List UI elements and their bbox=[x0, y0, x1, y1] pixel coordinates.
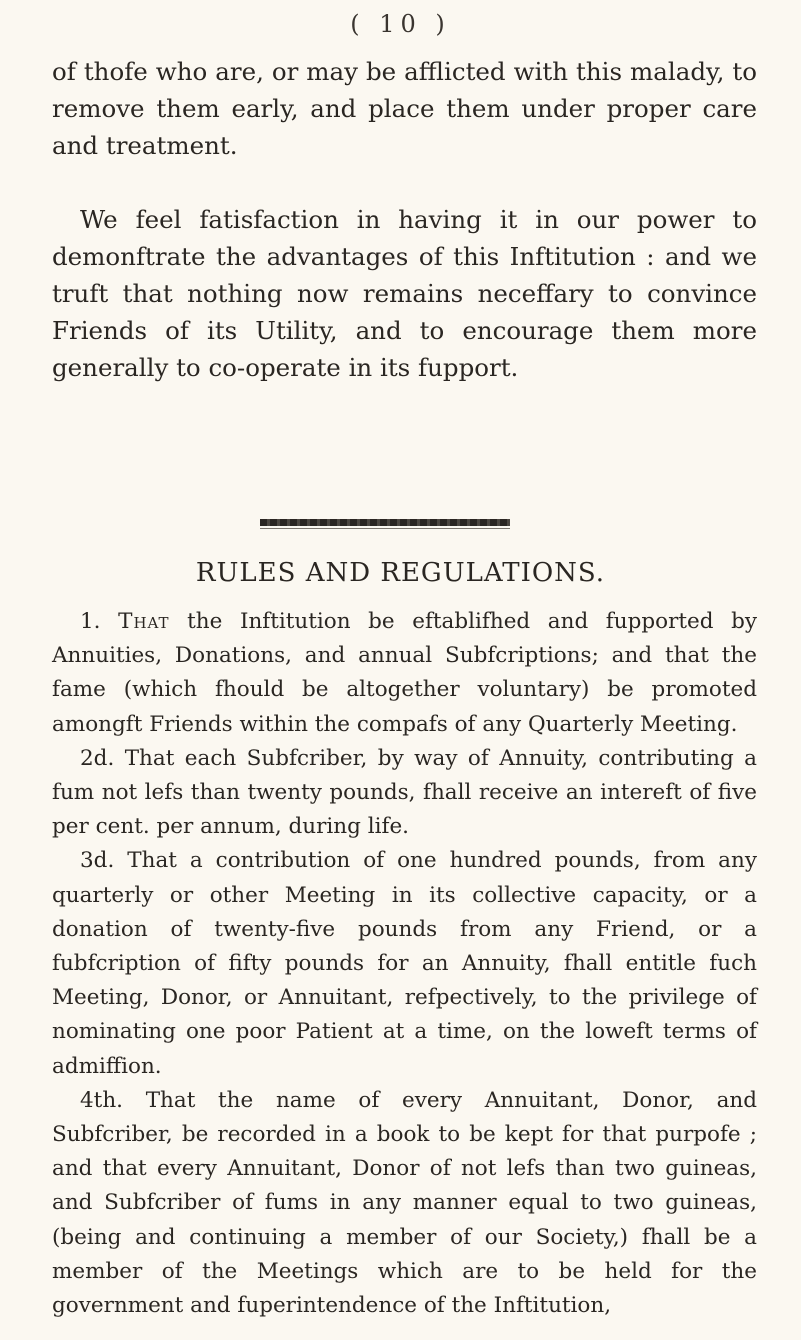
intro-paragraph-2: We feel fatisfaction in having it in our power to demonftrate the advantages of this Inftitution : and we truft that nothing now remains neceffary to convince Friends of its Utility, and to encourage them more generally to co-operate in its fupport. bbox=[52, 205, 757, 382]
rule-text: That a contribution of one hundred pounds, from any quarterly or other Meeting in its collective capacity, or a donation of twenty-five pounds from any Friend, or a fubfcription of fifty pounds for an Annuity, fhall entitle fuch Meeting, Donor, or Annuitant, refpectively, to the privilege of nominating one poor Patient at a time, on the loweft terms of admiffion. bbox=[52, 848, 757, 1079]
intro-paragraph-1: of thofe who are, or may be afflicted with this malady, to remove them early, and place them under proper care and treatment. bbox=[52, 57, 757, 160]
rules-list bbox=[52, 605, 757, 1323]
rule-item-4 bbox=[52, 1084, 757, 1323]
rule-number: 4th. bbox=[80, 1087, 123, 1113]
ornamental-divider bbox=[260, 519, 510, 526]
rule-number: 3d. bbox=[80, 848, 115, 874]
section-heading: RULES AND REGULATIONS. bbox=[195, 558, 606, 588]
page-number: ( 10 ) bbox=[350, 10, 451, 38]
rule-lead-word: That bbox=[118, 609, 170, 634]
rule-item-2 bbox=[52, 742, 757, 845]
rule-text: That each Subfcriber, by way of Annuity, contributing a fum not lefs than twenty pounds, fhall receive an intereft of five per cent. per annum, during life. bbox=[52, 745, 757, 840]
rule-number: 2d. bbox=[80, 745, 115, 771]
rule-text: the Inftitution be eftablifhed and fupported by Annuities, Donations, and annual Subfcriptions; and that the fame (which fhould be altogether voluntary) be promoted amongft Friends within the compafs of any Quarterly Meeting. bbox=[52, 609, 757, 737]
rule-item-3 bbox=[52, 844, 757, 1083]
rule-item-1 bbox=[52, 605, 757, 742]
rule-text: That the name of every Annuitant, Donor, and Subfcriber, be recorded in a book to be kept for that purpofe ; and that every Annuitant, Donor of not lefs than two guineas, and Subfcriber of fums in any manner equal to two guineas, (being and continuing a member of our Society,) fhall be a member of the Meetings which are to be held for the government and fuperintendence of the Inftitution, bbox=[52, 1087, 757, 1319]
rule-number: 1. bbox=[80, 609, 101, 634]
